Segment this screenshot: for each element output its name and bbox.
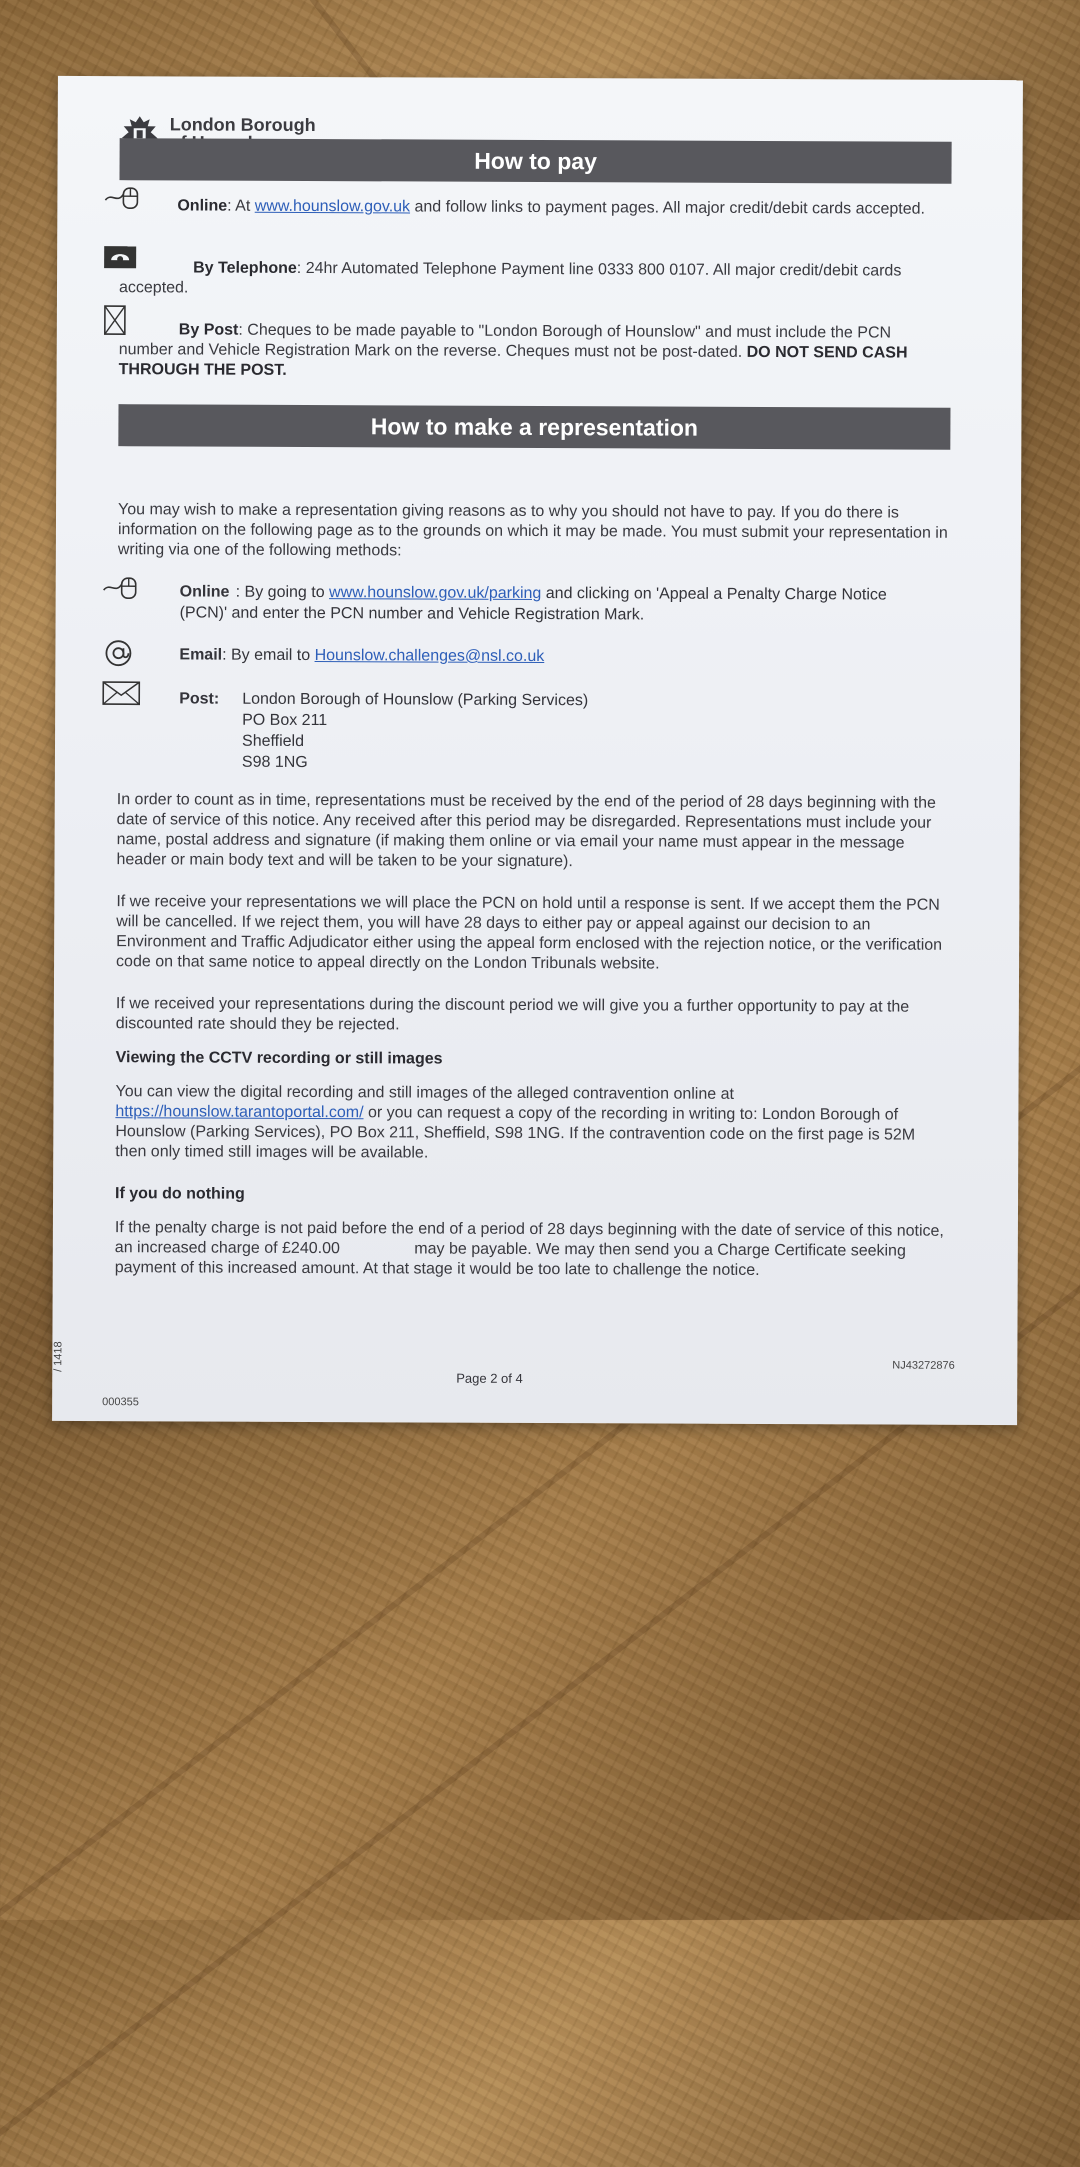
hounslow-website-link[interactable]: www.hounslow.gov.uk [255,198,410,216]
logo-line-1: London Borough [170,115,316,134]
representation-heading: How to make a representation [118,404,950,450]
address-line: PO Box 211 [242,710,588,733]
parking-appeal-link[interactable]: www.hounslow.gov.uk/parking [329,584,541,602]
pay-post-text: By Post: Cheques to be made payable to "London Borough of Hounslow" and must include the PCN number and Vehicle Registration Mark on the reverse. Cheques must not be post-dated. DO NOT SEND CASH THROUGH THE POST. [119,320,949,384]
representation-intro: You may wish to make a representation giving reasons as to why you should not have to pay. If you do there is information on the following page as to the grounds on which it may be made. You must submit your representation in writing via one of the following methods: [118,500,948,564]
do-nothing-paragraph: If the penalty charge is not paid before the end of a period of 28 days beginning with the date of service of this notice, an increased charge of £240.00 may be payable. We may then send you a Charge Certificate seeking payment of this increased amount. At that stage it would be too late to challenge the notice. [115,1218,945,1282]
rep-post-label: Post: [179,688,219,709]
address-line: London Borough of Hounslow (Parking Services) [242,689,588,712]
increased-charge-amount: £240.00 [282,1240,340,1257]
rep-email-label: Email [179,646,222,663]
challenges-email-link[interactable]: Hounslow.challenges@nsl.co.uk [315,647,545,665]
page-number: Page 2 of 4 [456,1368,523,1389]
side-number: / 1418 [52,1341,64,1372]
how-to-pay-heading: How to pay [119,138,951,184]
do-nothing-heading: If you do nothing [115,1184,945,1208]
pay-post-label: By Post [179,321,239,338]
discount-paragraph: If we received your representations during the discount period we will give you a further opportunity to pay at the discounted rate should they be rejected. [116,994,946,1038]
mouse-icon [102,572,142,602]
rep-online-label: Online [180,583,230,600]
rep-email-text: Email: By email to Hounslow.challenges@nsl.co.uk [179,644,544,667]
cctv-paragraph: You can view the digital recording and still images of the alleged contravention online at https://hounslow.tarantoportal.com/ or you can request a copy of the recording in writing to: London Borough of Hounslow (Parking Services), PO Box 211, Sheffield, S98 1NG. If the contravention code on the first page is 52M then only timed still images will be available. [115,1082,945,1166]
notice-page [52,76,1023,1425]
pay-online-label: Online [177,197,227,214]
pay-online-text: Online: At www.hounslow.gov.uk and follow links to payment pages. All major credit/debit cards accepted. [119,196,949,220]
address-line: S98 1NG [242,752,588,775]
on-hold-paragraph: If we receive your representations we will place the PCN on hold until a response is sent. If we accept them the PCN will be cancelled. If we reject them, you will have 28 days to either pay or appeal against our decision to an Environment and Traffic Adjudicator either using the appeal form enclosed with the rejection notice, or the verification code on that same notice to appeal directly on the London Tribunals website. [116,892,946,976]
cctv-heading: Viewing the CCTV recording or still images [116,1048,946,1072]
address-line: Sheffield [242,731,588,754]
mail-envelope-icon [101,680,141,706]
reference-number: NJ43272876 [892,1360,954,1372]
document-code: 000355 [102,1396,139,1408]
at-sign-icon [103,638,133,668]
postal-address [242,689,588,775]
taranto-portal-link[interactable]: https://hounslow.tarantoportal.com/ [115,1103,363,1121]
rep-online-text: : By going to www.hounslow.gov.uk/parking and clicking on 'Appeal a Penalty Charge Notice (PCN)' and enter the PCN number and Vehicle Registration Mark. [180,581,900,626]
pay-telephone-label: By Telephone [193,259,297,276]
in-time-paragraph: In order to count as in time, representations must be received by the end of the period of 28 days beginning with the date of service of this notice. Any received after this period may be disregarded. Representations must include your name, postal address and signature (if making them online or via email your name must appear in the message header or main body text and will be taken to be your signature). [116,790,946,874]
pay-telephone-text: By Telephone: 24hr Automated Telephone Payment line 0333 800 0107. All major credit/debit cards accepted. [119,258,949,302]
no-cash-warning: DO NOT SEND CASH THROUGH THE POST. [119,344,908,379]
